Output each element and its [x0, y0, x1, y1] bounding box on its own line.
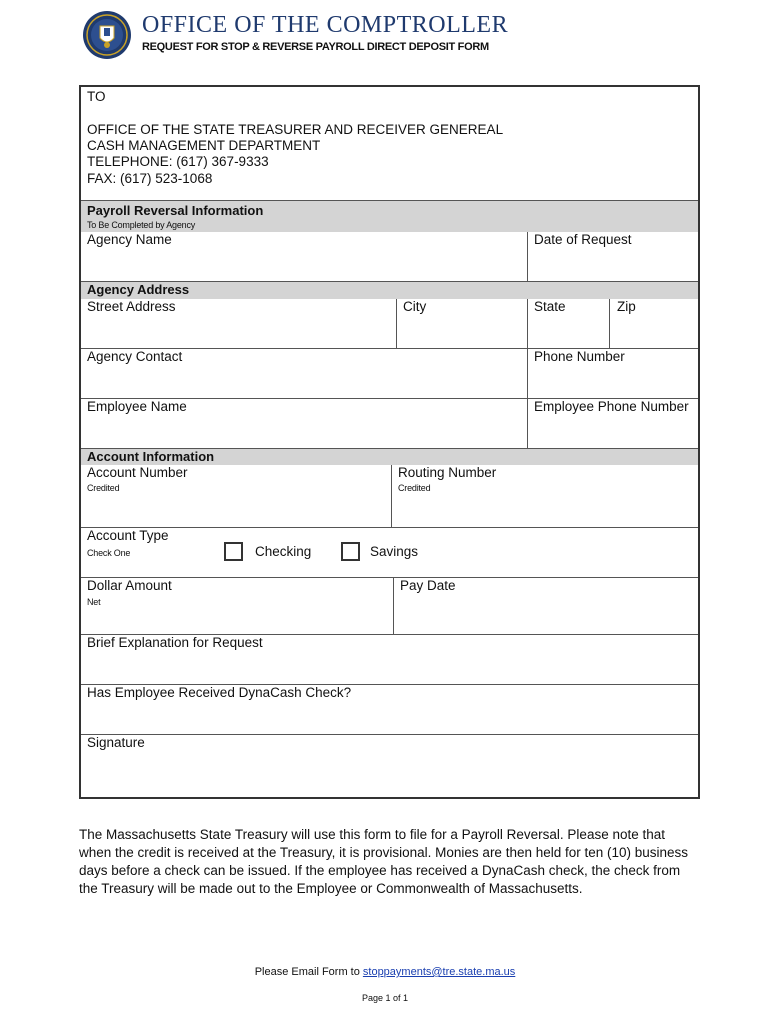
to-line-1: OFFICE OF THE STATE TREASURER AND RECEIVER GENEREAL	[87, 122, 504, 137]
date-of-request-label: Date of Request	[534, 232, 632, 247]
account-type-label: Account Type	[87, 528, 169, 543]
phone-number-label: Phone Number	[534, 349, 625, 364]
page-number: Page 1 of 1	[361, 993, 409, 1003]
form-box	[79, 85, 700, 799]
routing-number-field[interactable]	[393, 495, 697, 526]
employee-phone-field[interactable]	[529, 417, 697, 447]
address-section-title: Agency Address	[87, 282, 190, 297]
to-line-2: CASH MANAGEMENT DEPARTMENT	[87, 138, 321, 153]
routing-number-sub: Credited	[398, 483, 431, 493]
state-field[interactable]	[529, 317, 607, 347]
employee-name-label: Employee Name	[87, 399, 187, 414]
city-field[interactable]	[398, 317, 526, 347]
form-title: REQUEST FOR STOP & REVERSE PAYROLL DIRECT DEPOSIT FORM	[142, 41, 489, 53]
employee-phone-label: Employee Phone Number	[534, 399, 689, 414]
pay-date-label: Pay Date	[400, 578, 456, 593]
explanation-label: Brief Explanation for Request	[87, 635, 263, 650]
account-section-header	[81, 449, 698, 465]
payroll-section-title: Payroll Reversal Information	[87, 203, 264, 218]
street-address-field[interactable]	[82, 317, 395, 347]
account-number-label: Account Number	[87, 465, 188, 480]
email-link[interactable]: stoppayments@tre.state.ma.us	[362, 966, 516, 978]
account-type-sub: Check One	[87, 548, 131, 558]
routing-number-label: Routing Number	[398, 465, 497, 480]
zip-field[interactable]	[611, 317, 697, 347]
agency-contact-label: Agency Contact	[87, 349, 183, 364]
phone-number-field[interactable]	[529, 367, 697, 397]
checking-label: Checking	[255, 544, 312, 559]
account-number-field[interactable]	[82, 495, 390, 526]
dollar-amount-field[interactable]	[82, 609, 392, 633]
checking-checkbox[interactable]	[224, 542, 243, 561]
date-of-request-field[interactable]	[529, 249, 697, 281]
to-telephone: TELEPHONE: (617) 367-9333	[87, 154, 269, 169]
payroll-section-subtitle: To Be Completed by Agency	[87, 220, 196, 230]
agency-contact-field[interactable]	[82, 367, 526, 397]
dollar-amount-sub: Net	[87, 597, 101, 607]
footer-email-prefix: Please Email Form to	[254, 966, 363, 978]
dynacash-label: Has Employee Received DynaCash Check?	[87, 685, 352, 700]
signature-label: Signature	[87, 735, 145, 750]
savings-checkbox[interactable]	[341, 542, 360, 561]
state-label: State	[534, 299, 566, 314]
pay-date-field[interactable]	[395, 597, 697, 633]
dollar-amount-label: Dollar Amount	[87, 578, 172, 593]
zip-label: Zip	[617, 299, 636, 314]
address-section-header	[81, 282, 698, 299]
payroll-section-header	[81, 201, 698, 232]
explanation-field[interactable]	[82, 653, 697, 683]
footer-email-line	[0, 966, 770, 978]
office-title: OFFICE OF THE COMPTROLLER	[142, 12, 509, 38]
to-fax: FAX: (617) 523-1068	[87, 171, 213, 186]
account-section-title: Account Information	[87, 449, 215, 464]
savings-label: Savings	[370, 544, 419, 559]
city-label: City	[403, 299, 427, 314]
massachusetts-seal-icon	[82, 10, 132, 60]
account-number-sub: Credited	[87, 483, 120, 493]
agency-name-field[interactable]	[82, 249, 526, 281]
to-label: TO	[87, 89, 106, 104]
agency-name-label: Agency Name	[87, 232, 172, 247]
dynacash-field[interactable]	[82, 703, 697, 733]
street-address-label: Street Address	[87, 299, 176, 314]
note-paragraph: The Massachusetts State Treasury will use this form to file for a Payroll Reversal. Please note that when the credit is received at the Treasury, it is provisional. Monies are then held for ten (10) business days before a check can be issued. If the employee has received a DynaCash check, the check from the Treasury will be made out to the Employee or Commonwealth of Massachusetts.	[79, 827, 689, 896]
signature-field[interactable]	[82, 753, 697, 795]
employee-name-field[interactable]	[82, 417, 526, 447]
